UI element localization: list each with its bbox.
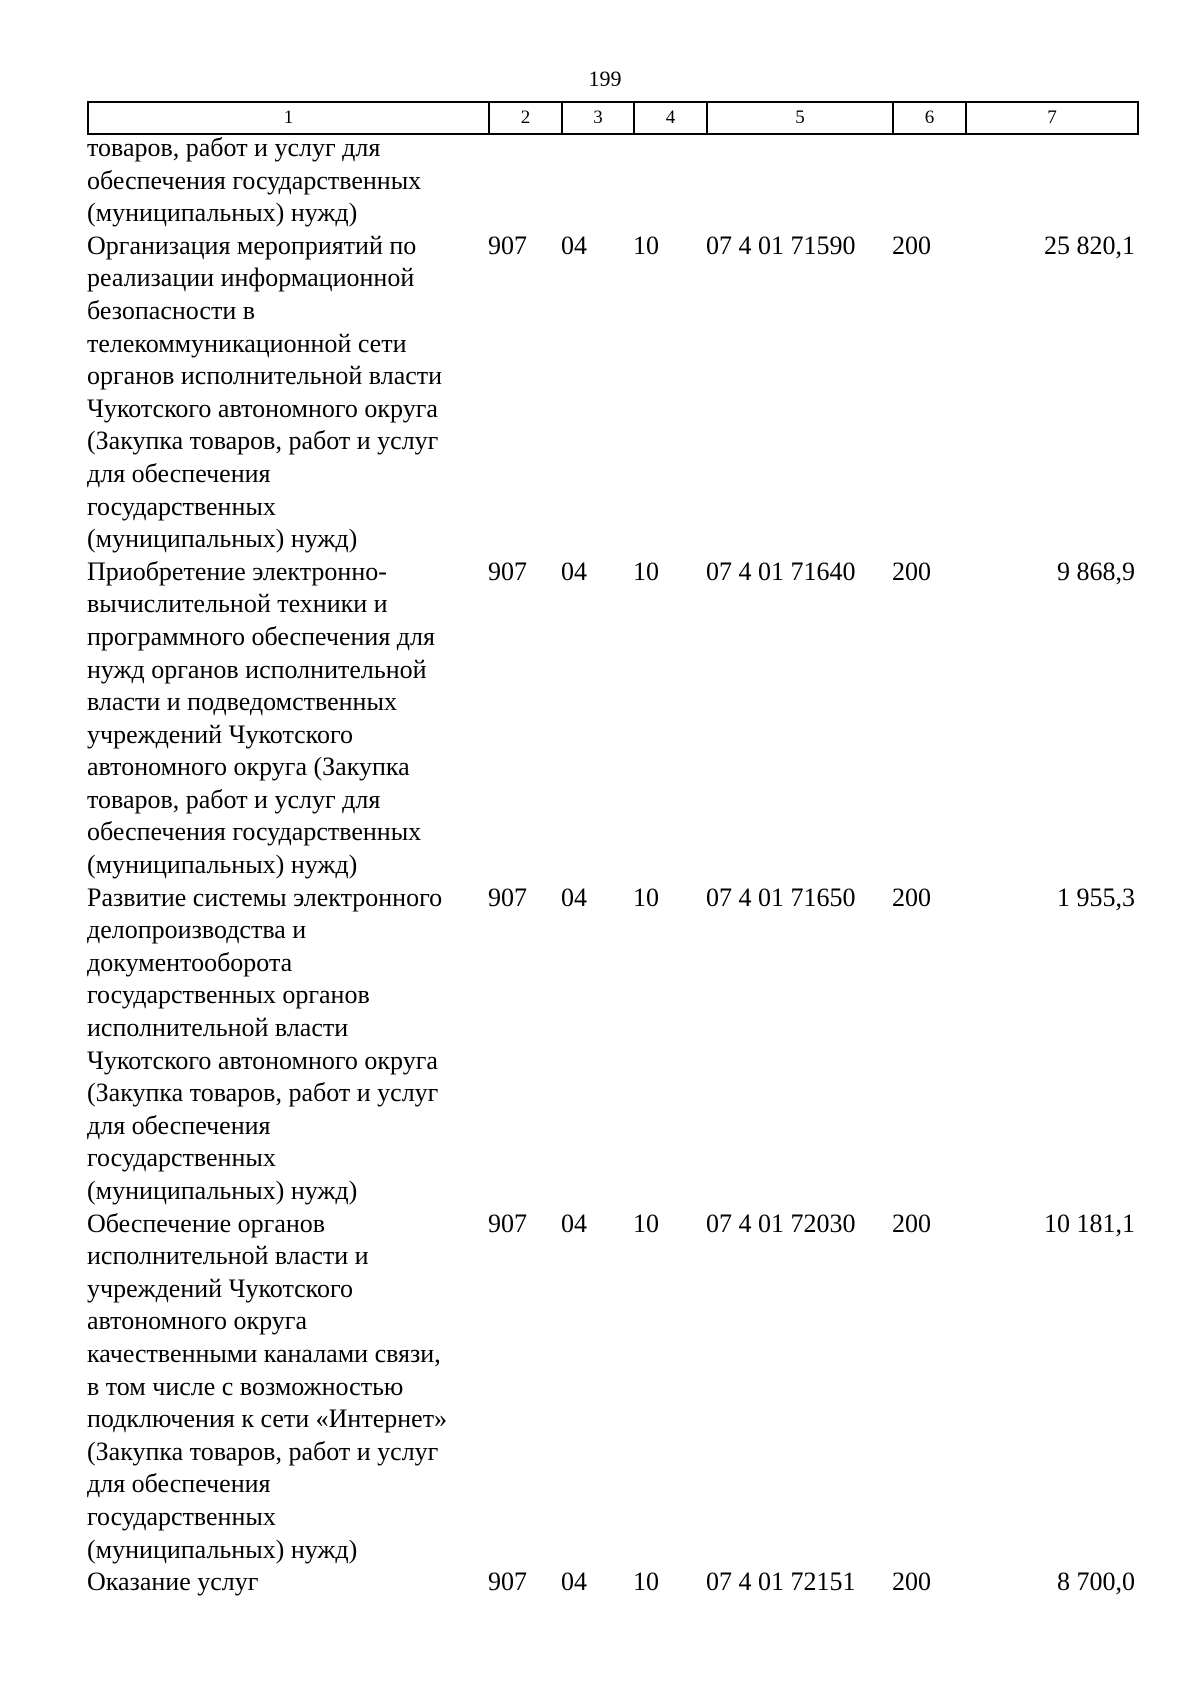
expense-description-line: Организация мероприятий по bbox=[87, 230, 417, 260]
expense-description-line: вычислительной техники и bbox=[87, 589, 388, 619]
section-code-cell: 04 bbox=[561, 1567, 587, 1597]
expense-description-line: учреждений Чукотского bbox=[87, 719, 354, 749]
section-code-cell: 04 bbox=[561, 556, 587, 586]
expense-type-code-cell: 200 bbox=[892, 882, 931, 912]
column-header-3: 3 bbox=[562, 102, 634, 134]
page-number: 199 bbox=[588, 66, 622, 91]
expense-description-line: (муниципальных) нужд) bbox=[87, 850, 358, 880]
target-article-code-cell bbox=[706, 132, 892, 230]
column-header-1: 1 bbox=[88, 102, 489, 134]
expense-description-line: государственных bbox=[87, 491, 276, 521]
expense-description-line: Развитие системы электронного bbox=[87, 882, 443, 912]
budget-table bbox=[87, 132, 1137, 1599]
section-code-cell bbox=[561, 132, 633, 230]
table-row bbox=[87, 1208, 1137, 1567]
table-row bbox=[87, 556, 1137, 882]
expense-description-line: программного обеспечения для bbox=[87, 621, 435, 651]
subsection-code-cell bbox=[633, 132, 706, 230]
expense-description-line: для обеспечения bbox=[87, 1469, 271, 1499]
expense-description-line: обеспечения государственных bbox=[87, 817, 422, 847]
target-article-code-cell: 07 4 01 72151 bbox=[706, 1567, 856, 1597]
column-header-6: 6 bbox=[893, 102, 966, 134]
expense-description-line: делопроизводства и bbox=[87, 915, 307, 945]
target-article-code-cell: 07 4 01 71640 bbox=[706, 556, 856, 586]
amount-cell: 9 868,9 bbox=[1057, 556, 1135, 586]
expense-description-line: государственных органов bbox=[87, 980, 370, 1010]
chapter-code-cell bbox=[488, 132, 561, 230]
expense-description-line: безопасности в bbox=[87, 295, 256, 325]
expense-description-line: автономного округа bbox=[87, 1306, 307, 1336]
expense-description-line: (Закупка товаров, работ и услуг bbox=[87, 426, 439, 456]
amount-cell bbox=[965, 132, 1137, 230]
target-article-code-cell: 07 4 01 71590 bbox=[706, 230, 856, 260]
expense-description-cell bbox=[87, 132, 488, 230]
table-row bbox=[87, 1566, 1137, 1599]
expense-description-line: исполнительной власти bbox=[87, 1013, 349, 1043]
section-code-cell: 04 bbox=[561, 882, 587, 912]
budget-table-body bbox=[87, 132, 1137, 1599]
section-code-cell: 04 bbox=[561, 1208, 587, 1238]
expense-description-line: качественными каналами связи, bbox=[87, 1338, 441, 1368]
table-row bbox=[87, 882, 1137, 1208]
subsection-code-cell: 10 bbox=[633, 556, 659, 586]
expense-description-line: (муниципальных) нужд) bbox=[87, 1176, 358, 1205]
target-article-code-cell: 07 4 01 71650 bbox=[706, 882, 856, 912]
expense-description-line: нужд органов исполнительной bbox=[87, 654, 427, 684]
expense-description-cell bbox=[87, 1208, 488, 1567]
column-header-row bbox=[88, 102, 1138, 134]
expense-description-line: Приобретение электронно- bbox=[87, 556, 387, 586]
amount-cell: 1 955,3 bbox=[1057, 882, 1135, 912]
subsection-code-cell: 10 bbox=[633, 230, 659, 260]
expense-type-code-cell: 200 bbox=[892, 1567, 931, 1597]
expense-description-line: (Закупка товаров, работ и услуг bbox=[87, 1078, 439, 1108]
section-code-cell: 04 bbox=[561, 230, 587, 260]
amount-cell: 8 700,0 bbox=[1057, 1567, 1135, 1597]
expense-type-code-cell: 200 bbox=[892, 1208, 931, 1238]
expense-description-line: документооборота bbox=[87, 947, 293, 977]
chapter-code-cell: 907 bbox=[488, 230, 527, 260]
amount-cell: 25 820,1 bbox=[1044, 230, 1135, 260]
expense-description-line: (муниципальных) нужд) bbox=[87, 524, 358, 554]
expense-description-cell bbox=[87, 556, 488, 882]
expense-description-line: реализации информационной bbox=[87, 263, 415, 293]
expense-description-line: государственных bbox=[87, 1501, 276, 1531]
expense-description-cell bbox=[87, 1566, 488, 1599]
expense-description-line: для обеспечения bbox=[87, 1110, 271, 1140]
expense-type-code-cell: 200 bbox=[892, 230, 931, 260]
expense-description-line: автономного округа (Закупка bbox=[87, 752, 410, 782]
column-header-2: 2 bbox=[489, 102, 562, 134]
chapter-code-cell: 907 bbox=[488, 1208, 527, 1238]
expense-type-code-cell: 200 bbox=[892, 556, 931, 586]
column-header-7: 7 bbox=[966, 102, 1138, 134]
expense-description-line: (Закупка товаров, работ и услуг bbox=[87, 1436, 439, 1466]
expense-description-line: для обеспечения bbox=[87, 458, 271, 488]
expense-description-line: обеспечения государственных bbox=[87, 165, 422, 195]
expense-description-line: (муниципальных) нужд) bbox=[87, 1534, 358, 1564]
expense-description-line: Чукотского автономного округа bbox=[87, 393, 438, 423]
expense-description-line: государственных bbox=[87, 1143, 276, 1173]
expense-description-line: органов исполнительной власти bbox=[87, 361, 443, 391]
expense-description-line: власти и подведомственных bbox=[87, 687, 397, 717]
column-header-table bbox=[87, 101, 1139, 135]
expense-description-line: исполнительной власти и bbox=[87, 1241, 369, 1271]
expense-description-line: телекоммуникационной сети bbox=[87, 328, 407, 358]
subsection-code-cell: 10 bbox=[633, 882, 659, 912]
expense-description-line: подключения к сети «Интернет» bbox=[87, 1404, 448, 1434]
expense-description-line: товаров, работ и услуг для bbox=[87, 784, 381, 814]
chapter-code-cell: 907 bbox=[488, 556, 527, 586]
subsection-code-cell: 10 bbox=[633, 1208, 659, 1238]
expense-description-line: Оказание услуг bbox=[87, 1567, 259, 1597]
expense-description-line: в том числе с возможностью bbox=[87, 1371, 404, 1401]
expense-description-cell bbox=[87, 230, 488, 556]
expense-description-line: Обеспечение органов bbox=[87, 1208, 326, 1238]
expense-type-code-cell bbox=[892, 132, 965, 230]
expense-description-line: Чукотского автономного округа bbox=[87, 1045, 438, 1075]
column-header-4: 4 bbox=[634, 102, 707, 134]
table-row bbox=[87, 230, 1137, 556]
expense-description-cell bbox=[87, 882, 488, 1208]
subsection-code-cell: 10 bbox=[633, 1567, 659, 1597]
amount-cell: 10 181,1 bbox=[1044, 1208, 1135, 1238]
chapter-code-cell: 907 bbox=[488, 882, 527, 912]
column-header-5: 5 bbox=[707, 102, 893, 134]
chapter-code-cell: 907 bbox=[488, 1567, 527, 1597]
table-row bbox=[87, 132, 1137, 230]
expense-description-line: (муниципальных) нужд) bbox=[87, 198, 358, 228]
target-article-code-cell: 07 4 01 72030 bbox=[706, 1208, 856, 1238]
expense-description-line: учреждений Чукотского bbox=[87, 1273, 354, 1303]
expense-description-line: товаров, работ и услуг для bbox=[87, 133, 381, 162]
